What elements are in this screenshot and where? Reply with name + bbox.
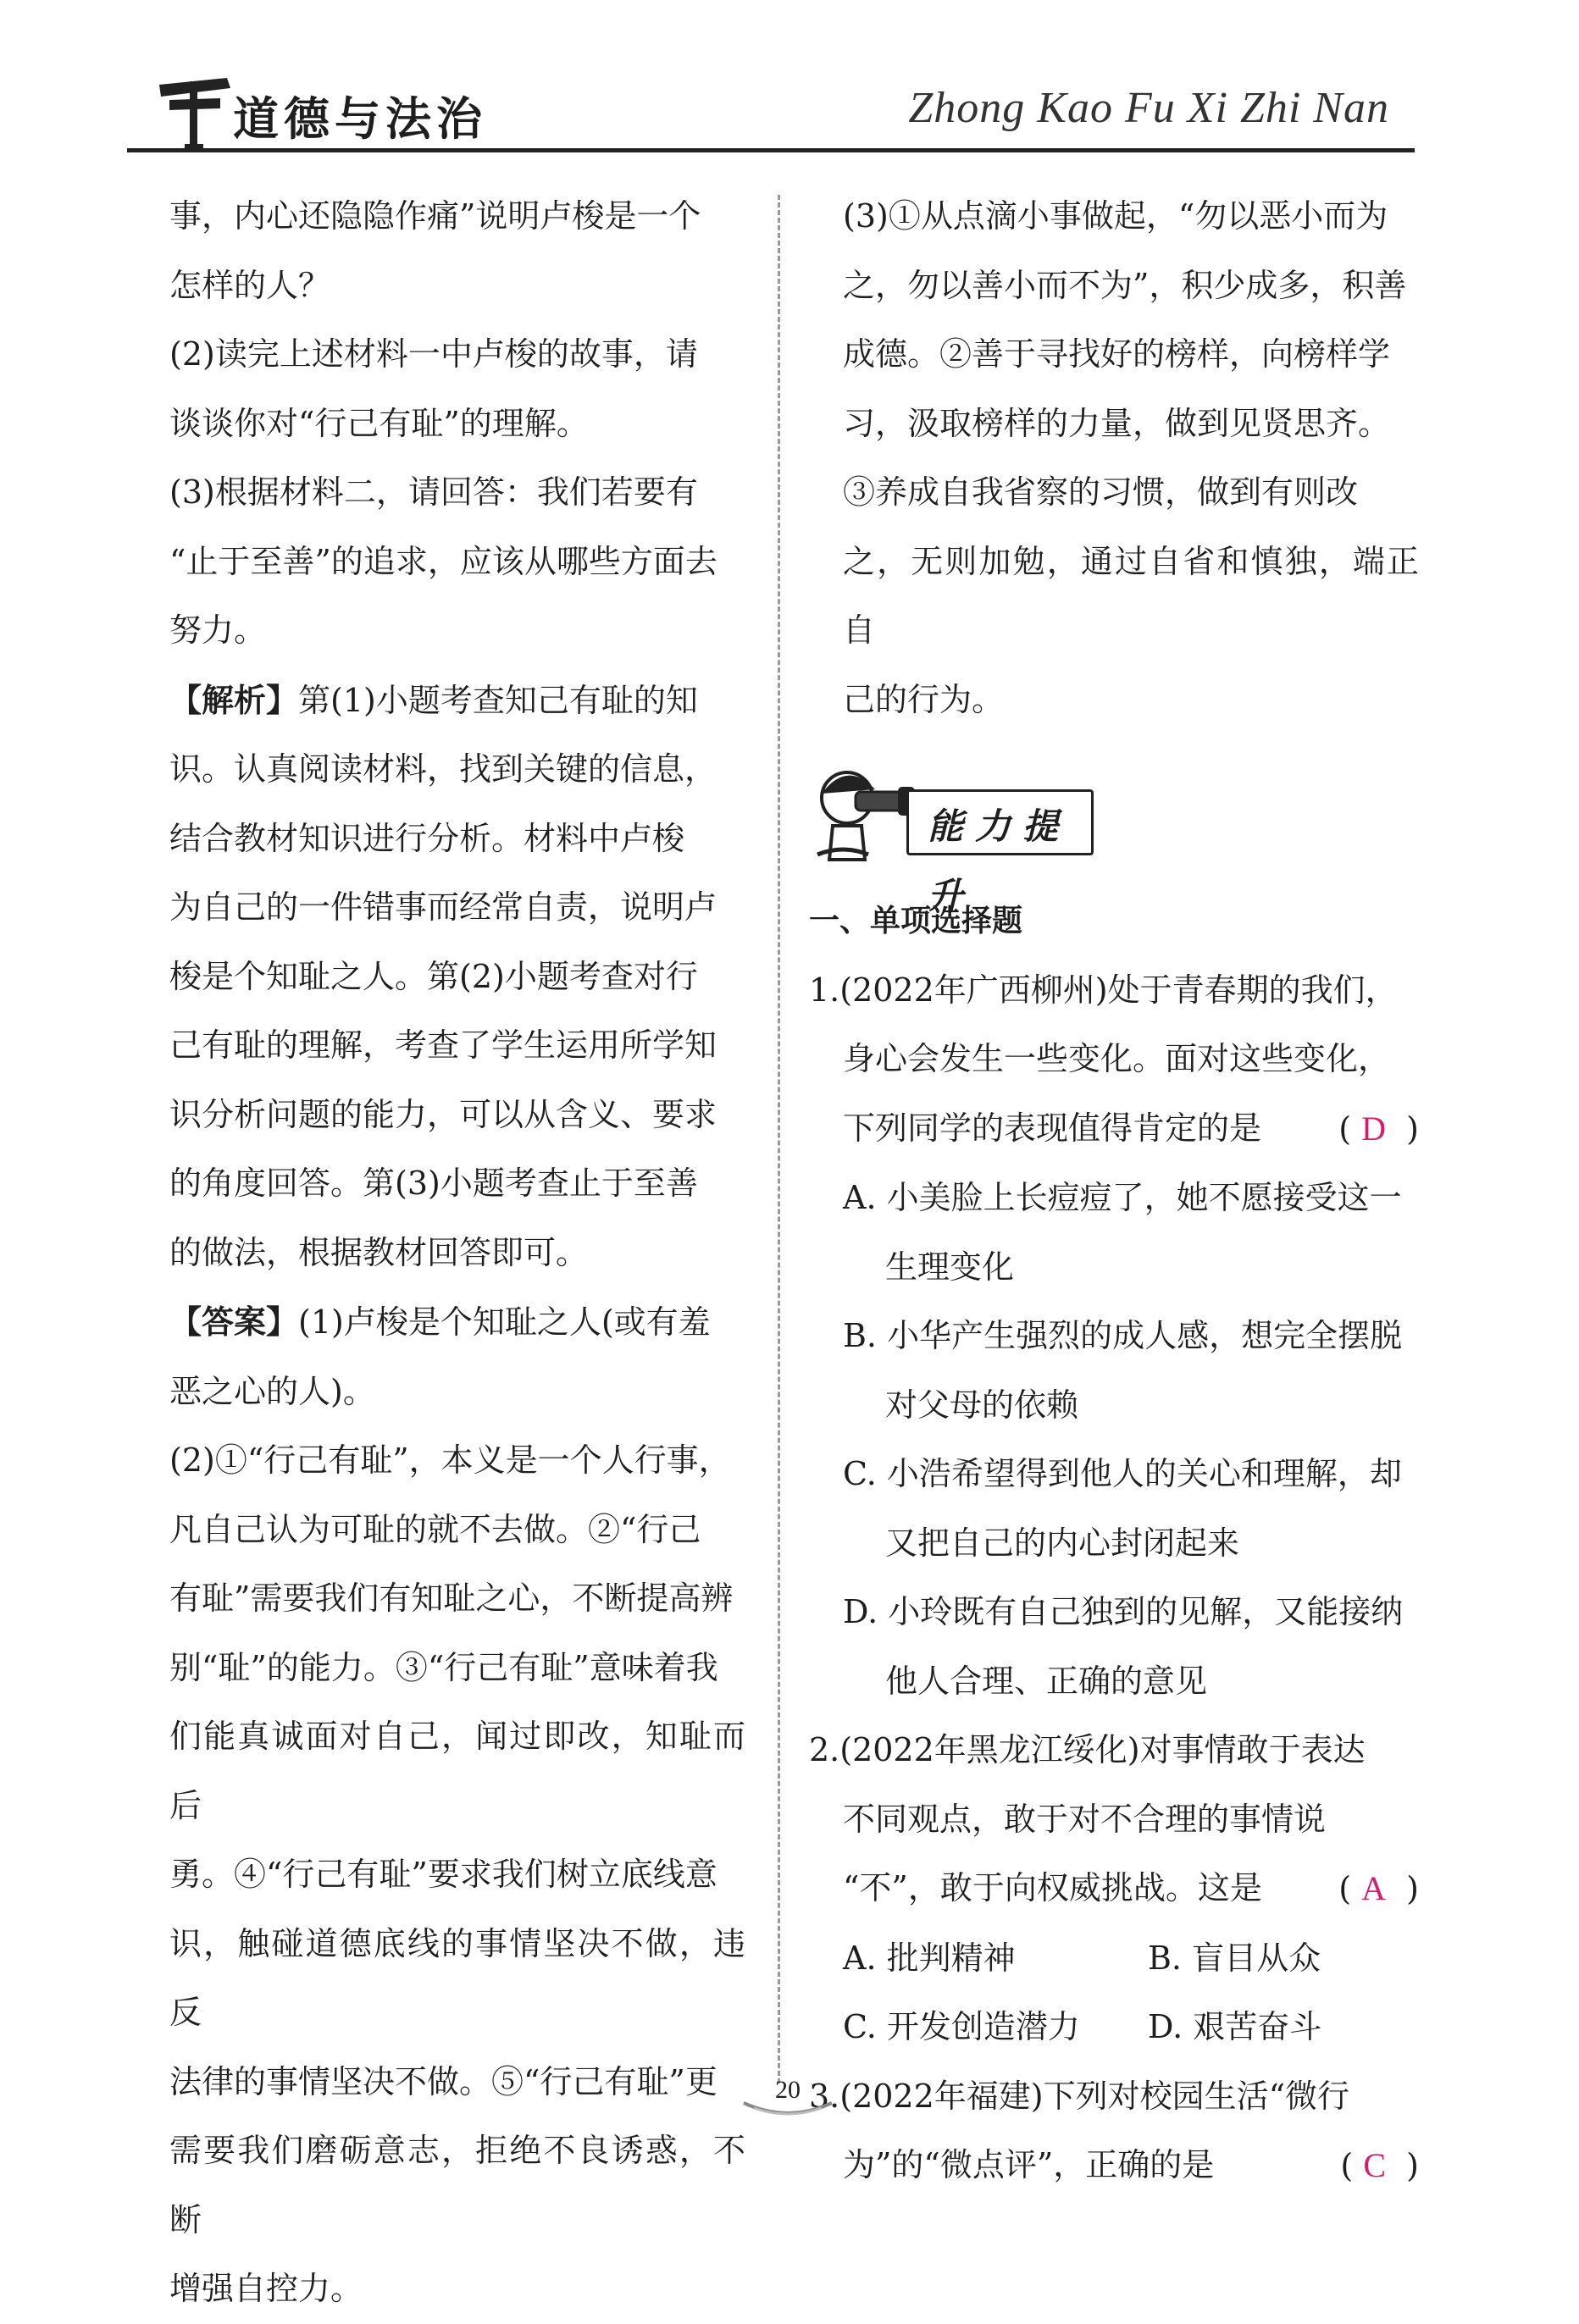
answer-line: 法律的事情坚决不做。⑤“行己有耻”更 <box>169 2062 717 2100</box>
answer-label: 【答案】 <box>169 1303 299 1341</box>
answer-line: 们能真诚面对自己，闻过即改，知耻而后 <box>169 1718 745 1824</box>
question-line: 3.(2022年福建)下列对校园生活“微行 <box>809 2077 1350 2115</box>
book-subject-title: 道德与法治 <box>233 91 487 146</box>
answer-mark: D <box>1361 1109 1386 1148</box>
option-a: A. 批判精神 <box>843 1939 1016 1977</box>
answer-line: 增强自控力。 <box>169 2270 363 2307</box>
analysis-line: 识。认真阅读材料，找到关键的信息， <box>169 750 717 788</box>
right-column <box>809 182 1419 2201</box>
answer-line: 己的行为。 <box>843 680 1005 718</box>
page-number-text: 20 <box>775 2076 801 2104</box>
text-line: 怎样的人？ <box>169 266 331 304</box>
answer-mark: A <box>1361 1869 1386 1907</box>
answer-line: 成德。②善于寻找好的榜样，向榜样学 <box>843 335 1391 373</box>
page-header <box>127 59 1415 152</box>
column-divider <box>778 195 780 2083</box>
option-row <box>809 1924 1419 1994</box>
option-d: D. 艰苦奋斗 <box>1148 2008 1322 2045</box>
left-column <box>169 182 745 2324</box>
section-banner <box>809 751 1419 916</box>
question-line: 1.(2022年广西柳州)处于青春期的我们， <box>809 971 1398 1009</box>
answer-line: (3)①从点滴小事做起，“勿以恶小而为 <box>843 197 1388 235</box>
section-heading: 一、单项选择题 <box>809 904 1023 938</box>
analysis-line: 识分析问题的能力，可以从含义、要求 <box>169 1095 717 1133</box>
option-b: B. 盲目从众 <box>1148 1939 1321 1977</box>
text-line: “止于至善”的追求，应该从哪些方面去 <box>169 542 717 580</box>
text-line: (2)读完上述材料一中卢梭的故事，请 <box>169 335 698 373</box>
page-number <box>737 2071 839 2122</box>
signpost-icon <box>152 66 237 151</box>
answer-line: 需要我们磨砺意志，拒绝不良诱惑，不断 <box>169 2132 745 2238</box>
analysis-line: 己有耻的理解，考查了学生运用所学知 <box>169 1026 717 1064</box>
text-line: 努力。 <box>169 611 267 649</box>
question-line: 身心会发生一些变化。面对这些变化， <box>843 1040 1391 1077</box>
text-line: 事，内心还隐隐作痛”说明卢梭是一个 <box>169 197 701 235</box>
option-row <box>809 1993 1419 2062</box>
answer-bracket: ( A ) <box>1338 1869 1419 1907</box>
analysis-line: 梭是个知耻之人。第(2)小题考查对行 <box>169 957 698 995</box>
book-series-title: Zhong Kao Fu Xi Zhi Nan <box>908 84 1389 132</box>
analysis-first-line: 【解析】第(1)小题考查知己有耻的知 <box>169 680 698 719</box>
answer-bracket: ( D ) <box>1338 1109 1419 1148</box>
option-line: D. 小玲既有自己独到的见解，又能接纳 <box>843 1593 1404 1630</box>
text-line: 谈谈你对“行己有耻”的理解。 <box>169 404 589 442</box>
option-line: C. 小浩希望得到他人的关心和理解，却 <box>843 1455 1402 1492</box>
answer-line: 习，汲取榜样的力量，做到见贤思齐。 <box>843 404 1391 442</box>
answer-line: 别“耻”的能力。③“行己有耻”意味着我 <box>169 1648 718 1686</box>
answer-first-line: 【答案】(1)卢梭是个知耻之人(或有羞 <box>169 1303 711 1341</box>
option-line: A. 小美脸上长痘痘了，她不愿接受这一 <box>843 1179 1402 1216</box>
question-line-with-answer: “不”，敢于向权威挑战。这是 ( A ) <box>809 1854 1419 1924</box>
analysis-line: 的做法，根据教材回答即可。 <box>169 1233 589 1271</box>
option-line: 生理变化 <box>885 1248 1015 1286</box>
banner-title: 能力提升 <box>928 805 1071 916</box>
answer-mark: C <box>1363 2146 1386 2184</box>
analysis-line: 为自己的一件错事而经常自责，说明卢 <box>169 888 717 926</box>
option-line: 对父母的依赖 <box>885 1386 1079 1424</box>
answer-bracket: ( C ) <box>1340 2146 1419 2184</box>
analysis-line: 的角度回答。第(3)小题考查止于至善 <box>169 1165 698 1202</box>
option-line: B. 小华产生强烈的成人感，想完全摆脱 <box>843 1317 1403 1354</box>
analysis-label: 【解析】 <box>169 680 299 719</box>
header-rule <box>127 148 1415 152</box>
answer-line: ③养成自我省察的习惯，做到有则改 <box>843 473 1359 511</box>
option-line: 他人合理、正确的意见 <box>885 1662 1208 1700</box>
answer-line: 之，无则加勉，通过自省和慎独，端正自 <box>843 542 1419 649</box>
answer-line: 勇。④“行己有耻”要求我们树立底线意 <box>169 1856 717 1893</box>
question-line-with-answer: 下列同学的表现值得肯定的是 ( D ) <box>809 1094 1419 1165</box>
option-line: 又把自己的内心封闭起来 <box>885 1524 1240 1562</box>
answer-line: 恶之心的人)。 <box>169 1372 375 1410</box>
text-line: (3)根据材料二，请回答：我们若要有 <box>169 473 698 511</box>
answer-line: 凡自己认为可耻的就不去做。②“行己 <box>169 1510 701 1548</box>
answer-line: (2)①“行己有耻”，本义是一个人行事， <box>169 1441 731 1479</box>
answer-line: 识，触碰道德底线的事情坚决不做，违反 <box>169 1924 745 2031</box>
option-c: C. 开发创造潜力 <box>843 2008 1080 2045</box>
answer-line: 有耻”需要我们有知耻之心，不断提高辨 <box>169 1580 734 1617</box>
answer-line: 之，勿以善小而不为”，积少成多，积善 <box>843 266 1407 304</box>
question-line-with-answer: 为”的“微点评”，正确的是 ( C ) <box>809 2131 1419 2201</box>
analysis-line: 结合教材知识进行分析。材料中卢梭 <box>169 819 685 857</box>
question-line: 2.(2022年黑龙江绥化)对事情敢于表达 <box>809 1731 1366 1768</box>
question-line: 不同观点，敢于对不合理的事情说 <box>843 1800 1327 1838</box>
